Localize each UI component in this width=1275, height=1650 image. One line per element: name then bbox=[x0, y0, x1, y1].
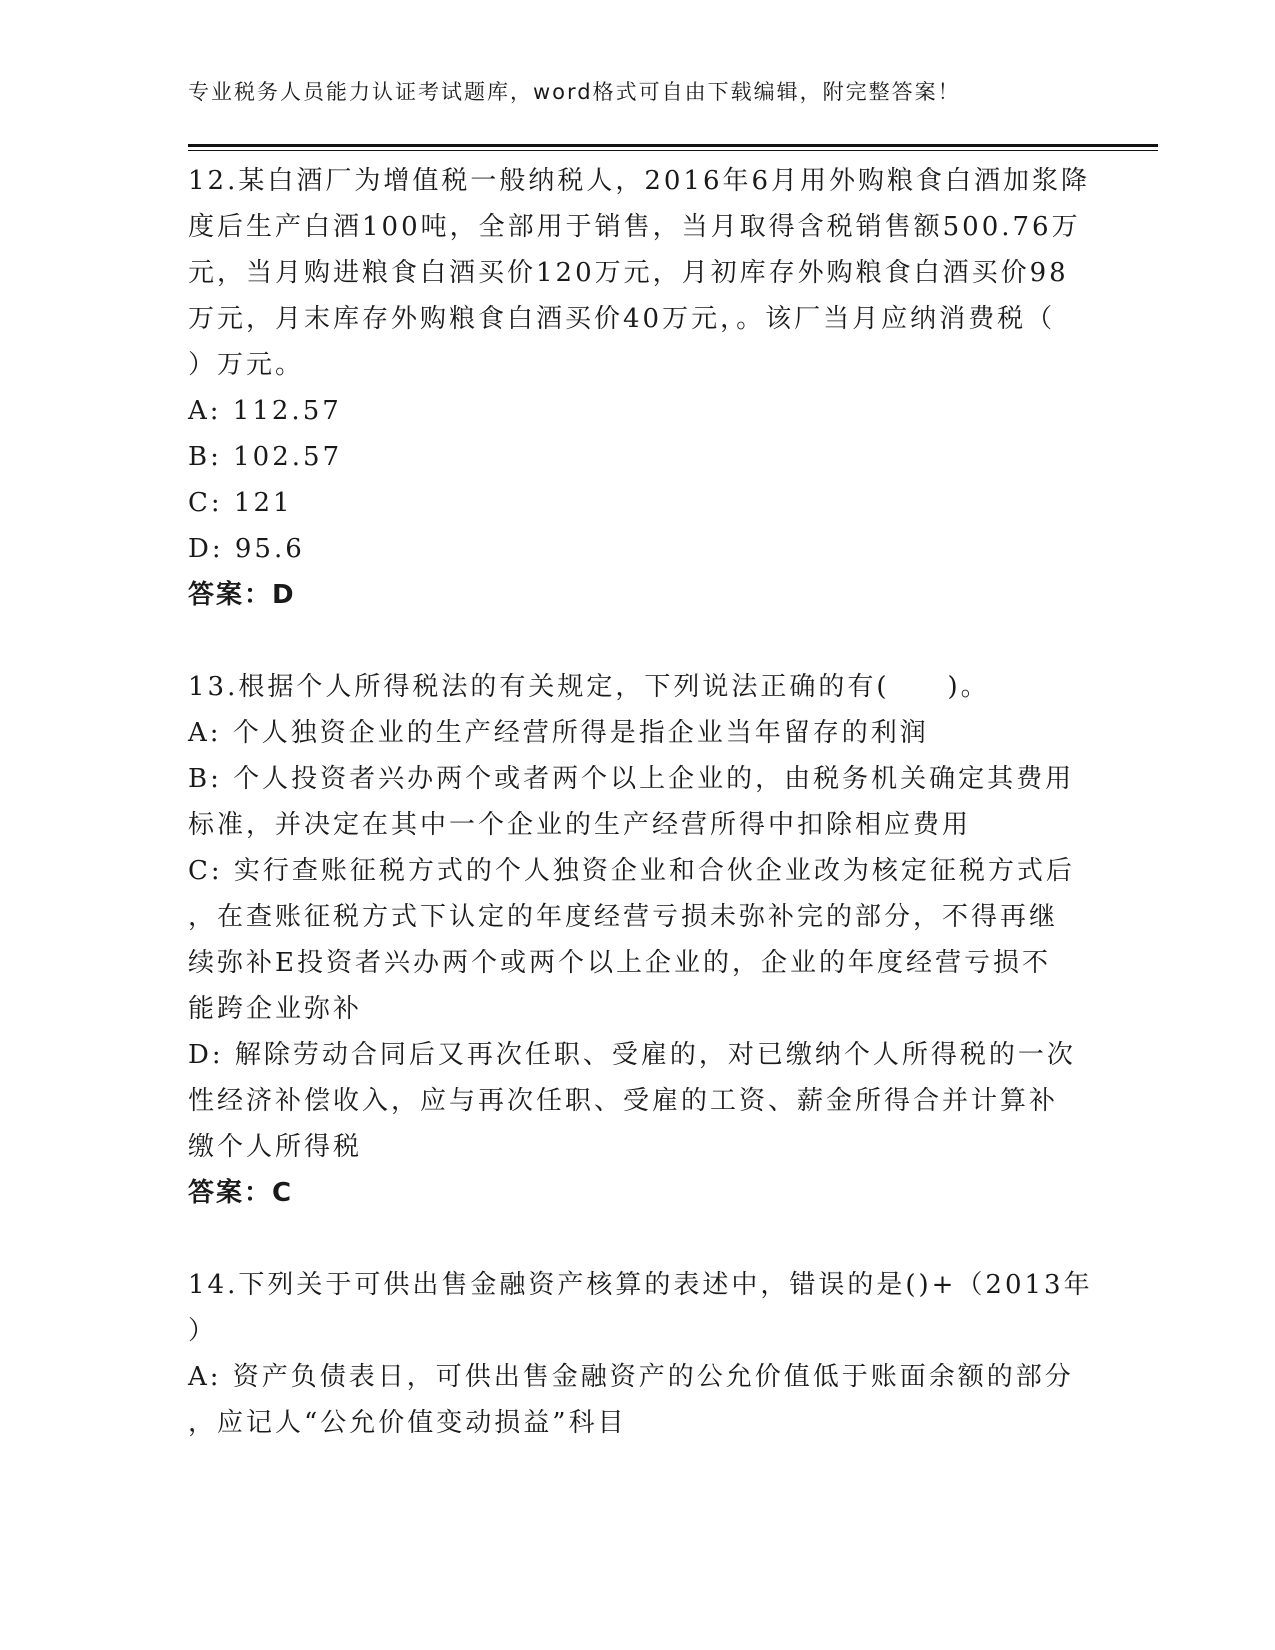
option-a: A: 资产负债表日，可供出售金融资产的公允价值低于账面余额的部分 bbox=[188, 1362, 1074, 1392]
option-c-continued: 续弥补E投资者兴办两个或两个以上企业的，企业的年度经营亏损不 bbox=[188, 948, 1051, 978]
option-a-continued: ，应记人“公允价值变动损益”科目 bbox=[188, 1408, 627, 1438]
option-d: D: 解除劳动合同后又再次任职、受雇的，对已缴纳个人所得税的一次 bbox=[188, 1040, 1076, 1070]
header-rule-thick bbox=[188, 144, 1158, 147]
question-stem-line: 13.根据个人所得税法的有关规定，下列说法正确的有( )。 bbox=[188, 672, 990, 702]
question-12 bbox=[188, 158, 1108, 618]
option-a: A: 112.57 bbox=[188, 396, 342, 426]
option-d-continued: 缴个人所得税 bbox=[188, 1132, 363, 1162]
question-13 bbox=[188, 664, 1108, 1216]
question-stem-line: ）万元。 bbox=[188, 350, 305, 380]
question-list bbox=[188, 158, 1108, 1446]
option-d-continued: 性经济补偿收入，应与再次任职、受雇的工资、薪金所得合并计算补 bbox=[188, 1086, 1059, 1116]
question-stem-line: ） bbox=[188, 1316, 218, 1346]
option-a: A: 个人独资企业的生产经营所得是指企业当年留存的利润 bbox=[188, 718, 929, 748]
question-stem-line: 度后生产白酒100吨，全部用于销售，当月取得含税销售额500.76万 bbox=[188, 212, 1081, 242]
option-b: B: 102.57 bbox=[188, 442, 343, 472]
question-stem-line: 元，当月购进粮食白酒买价120万元，月初库存外购粮食白酒买价98 bbox=[188, 258, 1069, 288]
option-c-continued: ，在查账征税方式下认定的年度经营亏损未弥补完的部分，不得再继 bbox=[188, 902, 1059, 932]
option-b: B: 个人投资者兴办两个或者两个以上企业的，由税务机关确定其费用 bbox=[188, 764, 1075, 794]
option-b-continued: 标准，并决定在其中一个企业的生产经营所得中扣除相应费用 bbox=[188, 810, 972, 840]
option-c: C: 实行查账征税方式的个人独资企业和合伙企业改为核定征税方式后 bbox=[188, 856, 1075, 886]
question-stem-line: 万元，月末库存外购粮食白酒买价40万元，。该厂当月应纳消费税（ bbox=[188, 304, 1056, 334]
page-header: 专业税务人员能力认证考试题库，word格式可自由下载编辑，附完整答案！ bbox=[188, 80, 961, 104]
answer-label: 答案：D bbox=[188, 580, 296, 610]
question-14 bbox=[188, 1262, 1108, 1446]
question-stem-line: 14.下列关于可供出售金融资产核算的表述中，错误的是()+（2013年 bbox=[188, 1270, 1093, 1300]
question-stem-line: 12.某白酒厂为增值税一般纳税人，2016年6月用外购粮食白酒加浆降 bbox=[188, 166, 1091, 196]
option-d: D: 95.6 bbox=[188, 534, 305, 564]
header-rule-thin bbox=[188, 150, 1158, 151]
answer-label: 答案：C bbox=[188, 1178, 294, 1208]
question-spacer bbox=[188, 1216, 1108, 1262]
question-spacer bbox=[188, 618, 1108, 664]
option-c-continued: 能跨企业弥补 bbox=[188, 994, 363, 1024]
option-c: C: 121 bbox=[188, 488, 293, 518]
